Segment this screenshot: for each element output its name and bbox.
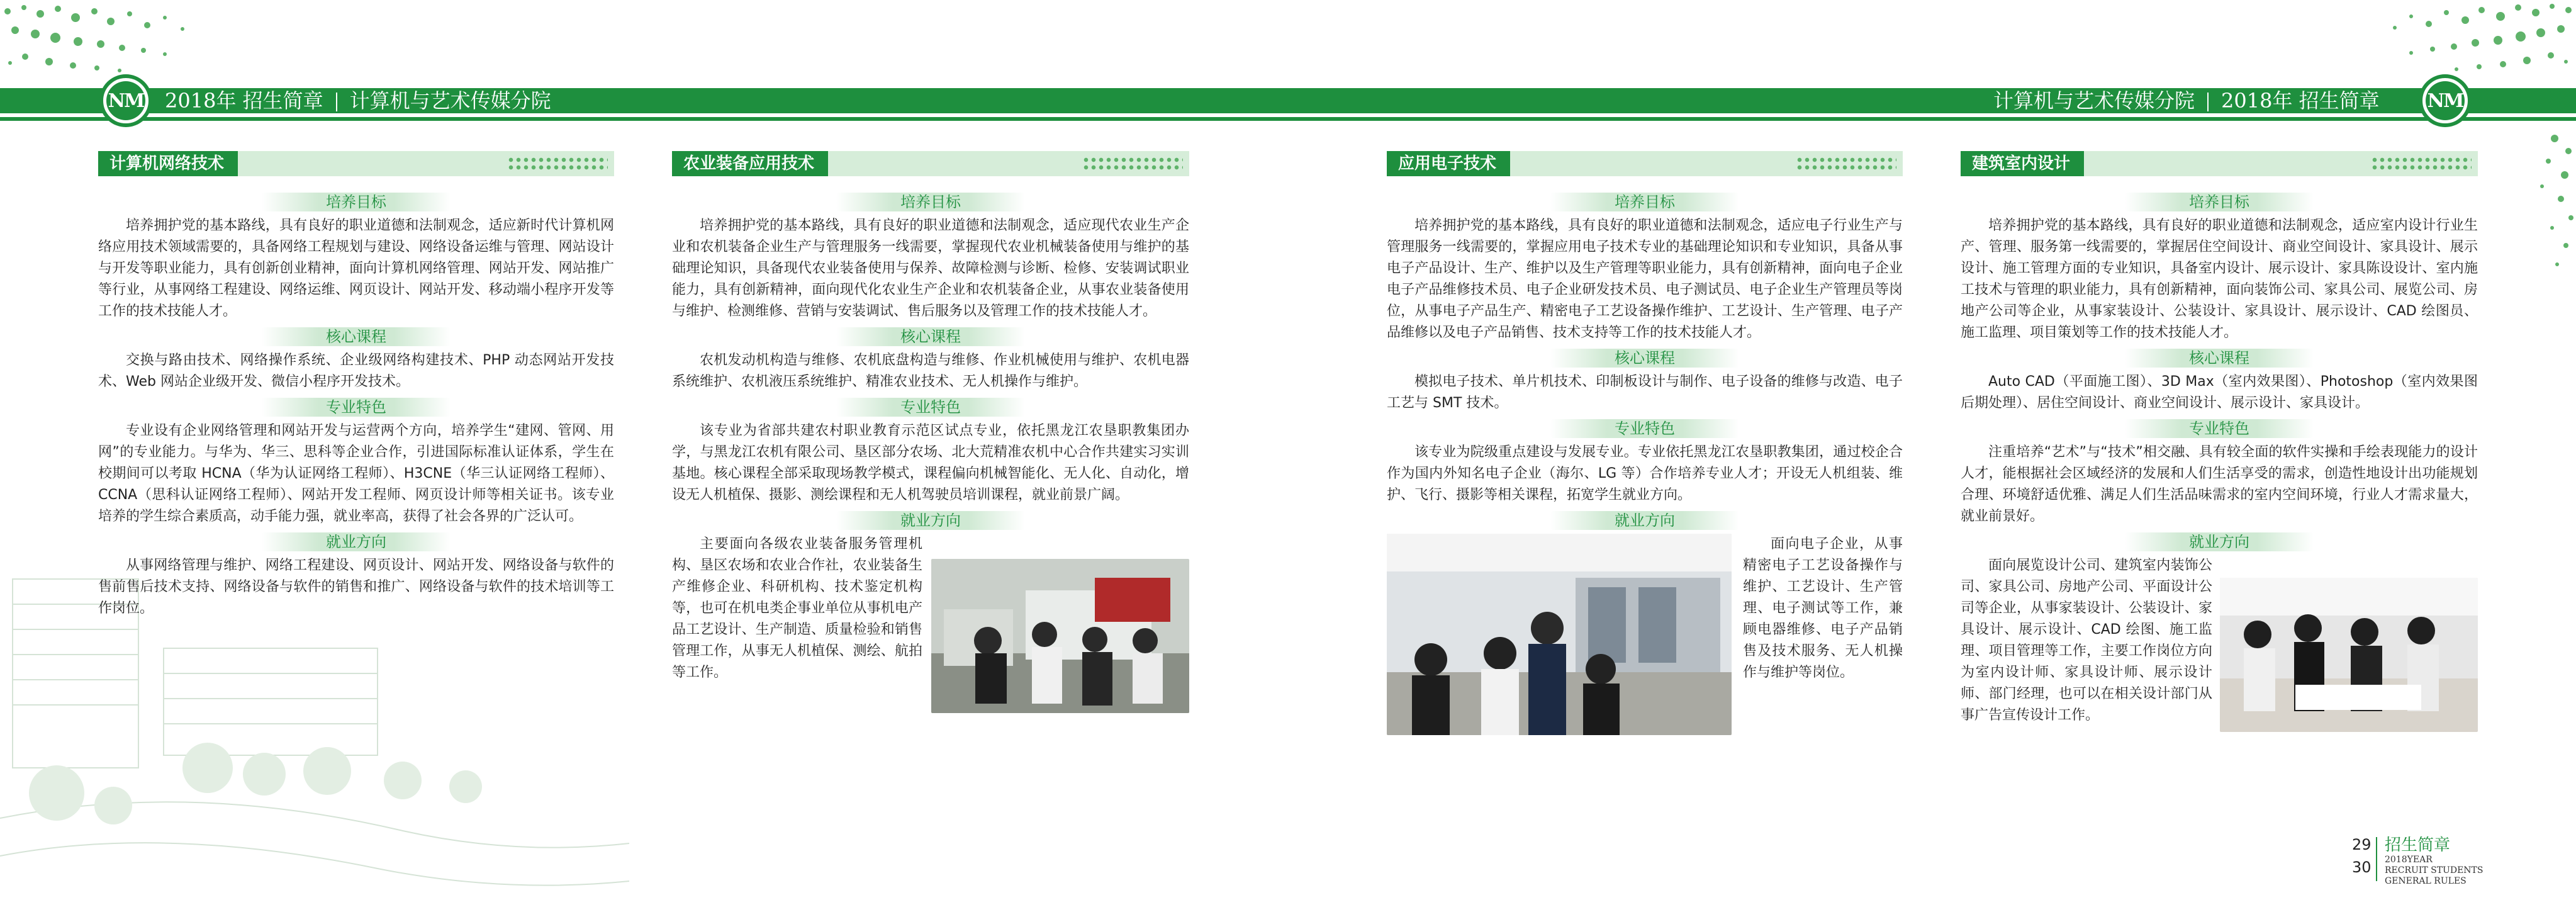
header-year: 2018	[165, 89, 216, 113]
school-logo-right	[2419, 74, 2472, 127]
title-dots	[2371, 156, 2472, 171]
school-logo-left	[99, 74, 152, 127]
section-body-agri	[672, 188, 1189, 713]
header-band-underline	[0, 117, 2576, 121]
paragraph: 专业设有企业网络管理和网站开发与运营两个方向，培养学生“建网、管网、用网”的专业能力。与华为、华三、思科等企业合作，引进国际标准认证体系，学生在校期间可以考取 HCNA（华为认证网络工程师）、H3CNE（华三认证网络工程师）、CCNA（思科认证网络工程师）、网站开发工程师、网页设计师等相关证书。该专业培养的学生综合素质高，动手能力强，就业率高，获得了社会各界的广泛认可。	[98, 423, 614, 524]
paragraph: 该专业为省部共建农村职业教育示范区试点专业，依托黑龙江农垦职教集团办学，与黑龙江农机有限公司、垦区部分农场、北大荒精准农机中心合作共建实习实训基地。核心课程全部采取现场教学模式，课程偏向机械智能化、无人化、自动化，增设无人机植保、摄影、测绘课程和无人机驾驶员培训课程，就业前景广阔。	[672, 423, 1189, 503]
paragraph: 培养拥护党的基本路线，具有良好的职业道德和法制观念，适应电子行业生产与管理服务一线需要的，掌握应用电子技术专业的基础理论知识和专业知识，具备从事电子产品设计、生产、维护以及生产管理等职业能力，具有创新精神，面向电子企业电子产品维修技术员、电子企业研发技术员、电子测试员、电子企业生产管理员等岗位，从事电子产品生产、精密电子工艺设备操作维护、工艺设计、生产管理、电子产品维修以及电子产品销售、技术支持等工作的技术技能人才。	[1387, 218, 1903, 340]
section-body-electronics	[1387, 188, 1903, 735]
employment-wrap	[1387, 534, 1903, 684]
corner-dots-top-right	[2381, 0, 2576, 82]
subheading: 培养目标	[836, 193, 1025, 211]
paragraph: 面向电子企业，从事精密电子工艺设备操作与维护、工艺设计、生产管理、电子测试等工作，兼顾电器维修、电子产品销售及技术服务、无人机操作与维护等岗位。	[1743, 536, 1903, 680]
header-divider	[336, 93, 337, 111]
page-number-30: 30	[2352, 858, 2372, 876]
subheading: 培养目标	[2125, 193, 2314, 211]
footer-sub-rules: GENERAL RULES	[2385, 876, 2467, 886]
logo-monogram: NM	[2426, 81, 2465, 120]
photo-illustration	[2220, 578, 2478, 732]
paragraph: 该专业为院级重点建设与发展专业。专业依托黑龙江农垦职教集团，通过校企合作为国内外知名电子企业（海尔、LG 等）合作培养专业人才；开设无人机组装、维护、飞行、摄影等相关课程，拓宽学生就业方向。	[1387, 444, 1903, 503]
paragraph: 从事网络管理与维护、网络工程建设、网页设计、网站开发、网络设备与软件的售前售后技术支持、网络设备与软件的销售和推广、网络设备与软件的技术培训等工作岗位。	[98, 558, 614, 616]
header-right	[1993, 87, 2380, 115]
footer-sub-recruit: RECRUIT STUDENTS	[2385, 865, 2484, 875]
section-title-bar	[2084, 151, 2478, 176]
paragraph: 面向展览设计公司、建筑室内装饰公司、家具公司、房地产公司、平面设计公司等企业，从事家装设计、公装设计、家具设计、展示设计、CAD 绘图、施工监理、项目管理等工作，主要工作岗位方向为室内设计师、家具设计师、展示设计师、部门经理，也可以在相关设计部门从事广告宣传设计工作。	[1961, 558, 2212, 723]
photo-illustration	[1387, 534, 1732, 735]
header-nian: 年	[2272, 89, 2293, 113]
subheading: 专业特色	[1550, 419, 1739, 438]
header-nian: 年	[216, 89, 237, 113]
section-title-network	[98, 151, 614, 176]
subheading: 核心课程	[1550, 349, 1739, 368]
subheading: 就业方向	[836, 511, 1025, 530]
photo-illustration	[931, 559, 1189, 713]
subheading: 核心课程	[262, 327, 451, 346]
subheading: 核心课程	[836, 327, 1025, 346]
paragraph: 农机发动机构造与维修、农机底盘构造与维修、作业机械使用与维护、农机电器系统维护、农机液压系统维护、精准农业技术、无人机操作与维护。	[672, 352, 1189, 390]
title-dots	[1796, 156, 1896, 171]
employment-wrap	[672, 534, 1189, 684]
subheading: 就业方向	[262, 532, 451, 551]
employment-wrap	[1961, 555, 2478, 726]
paragraph: 培养拥护党的基本路线，具有良好的职业道德和法制观念，适应新时代计算机网络应用技术领域需要的，具备网络工程规划与建设、网络设备运维与管理、网站设计与开发等职业能力，具有创新创业精神，面向计算机网络管理、网站开发、网站推广等行业，从事网络工程建设、网络运维、网页设计、网站开发、移动端小程序开发等工作的技术技能人才。	[98, 218, 614, 319]
section-title-label: 建筑室内设计	[1961, 151, 2084, 176]
section-body-interior	[1961, 188, 2478, 732]
section-title-interior	[1961, 151, 2478, 176]
section-title-electronics	[1387, 151, 1903, 176]
section-title-bar	[828, 151, 1189, 176]
electronics-lab-photo	[1387, 534, 1732, 735]
paragraph: 模拟电子技术、单片机技术、印制板设计与制作、电子设备的维修与改造、电子工艺与 SMT 技术。	[1387, 374, 1903, 411]
header-left	[165, 87, 551, 115]
section-title-agri	[672, 151, 1189, 176]
header-brochure: 招生简章	[242, 89, 323, 113]
title-dots	[1082, 156, 1183, 171]
footer-title: 招生简章	[2385, 836, 2451, 855]
interior-design-students-photo	[2220, 578, 2478, 732]
logo-monogram: NM	[106, 81, 145, 120]
subheading: 专业特色	[262, 398, 451, 417]
header-dept: 计算机与艺术传媒分院	[1993, 89, 2195, 113]
section-title-label: 计算机网络技术	[98, 151, 238, 176]
paragraph: 培养拥护党的基本路线，具有良好的职业道德和法制观念，适应室内设计行业生产、管理、服务第一线需要的，掌握居住空间设计、商业空间设计、家具设计、展示设计、施工管理方面的专业知识，具备室内设计、展示设计、家具陈设设计、室内施工技术与管理的职业能力，具有创新精神，面向装饰公司、家具公司、展览公司、房地产公司等企业，从事家装设计、公装设计、家具设计、展示设计、CAD 绘图员、施工监理、项目策划等工作的技术技能人才。	[1961, 218, 2478, 340]
paragraph: 主要面向各级农业装备服务管理机构、垦区农场和农业合作社，农业装备生产维修企业、科研机构、技术鉴定机构等，也可在机电类企事业单位从事机电产品工艺设计、生产制造、质量检验和销售管理工作，从事无人机植保、测绘、航拍等工作。	[672, 536, 922, 680]
paragraph: 交换与路由技术、网络操作系统、企业级网络构建技术、PHP 动态网站开发技术、Web 网站企业级开发、微信小程序开发技术。	[98, 352, 614, 390]
section-title-bar	[238, 151, 614, 176]
header-dept: 计算机与艺术传媒分院	[349, 89, 551, 113]
subheading: 培养目标	[1550, 193, 1739, 211]
section-body-network	[98, 188, 614, 619]
footer-sub-year: 2018YEAR	[2385, 855, 2433, 865]
paragraph: 注重培养“艺术”与“技术”相交融、具有较全面的软件实操和手绘表现能力的设计人才，能根据社会区域经济的发展和人们生活享受的需求，创造性地设计出功能规划合理、环境舒适优雅、满足人们生活品味需求的室内空间环境，行业人才需求量大，就业前景好。	[1961, 444, 2478, 524]
subheading: 专业特色	[2125, 419, 2314, 438]
header-divider	[2207, 93, 2209, 111]
paragraph: Auto CAD（平面施工图）、3D Max（室内效果图）、Photoshop（室内效果图后期处理）、居住空间设计、商业空间设计、展示设计、家具设计。	[1961, 374, 2478, 411]
subheading: 就业方向	[2125, 532, 2314, 551]
subheading: 核心课程	[2125, 349, 2314, 368]
subheading: 培养目标	[262, 193, 451, 211]
section-title-bar	[1510, 151, 1903, 176]
header-year: 2018	[2221, 89, 2273, 113]
footer-divider	[2376, 837, 2377, 881]
subheading: 就业方向	[1550, 511, 1739, 530]
section-title-label: 应用电子技术	[1387, 151, 1510, 176]
page-number-29: 29	[2352, 836, 2372, 853]
section-title-label: 农业装备应用技术	[672, 151, 828, 176]
agri-students-photo	[931, 559, 1189, 713]
subheading: 专业特色	[836, 398, 1025, 417]
corner-dots-top-left	[0, 0, 208, 82]
header-brochure: 招生简章	[2299, 89, 2380, 113]
title-dots	[507, 156, 608, 171]
paragraph: 培养拥护党的基本路线，具有良好的职业道德和法制观念，适应现代农业生产企业和农机装备企业生产与管理服务一线需要，掌握现代农业机械装备使用与维护的基础理论知识，具备现代农业装备使用与保养、故障检测与诊断、检修、安装调试职业能力，具有创新精神，面向现代化农业生产企业和农机装备企业，从事农业装备使用与维护、检测维修、营销与安装调试、售后服务以及管理工作的技术技能人才。	[672, 218, 1189, 319]
right-edge-dots	[2517, 126, 2576, 277]
